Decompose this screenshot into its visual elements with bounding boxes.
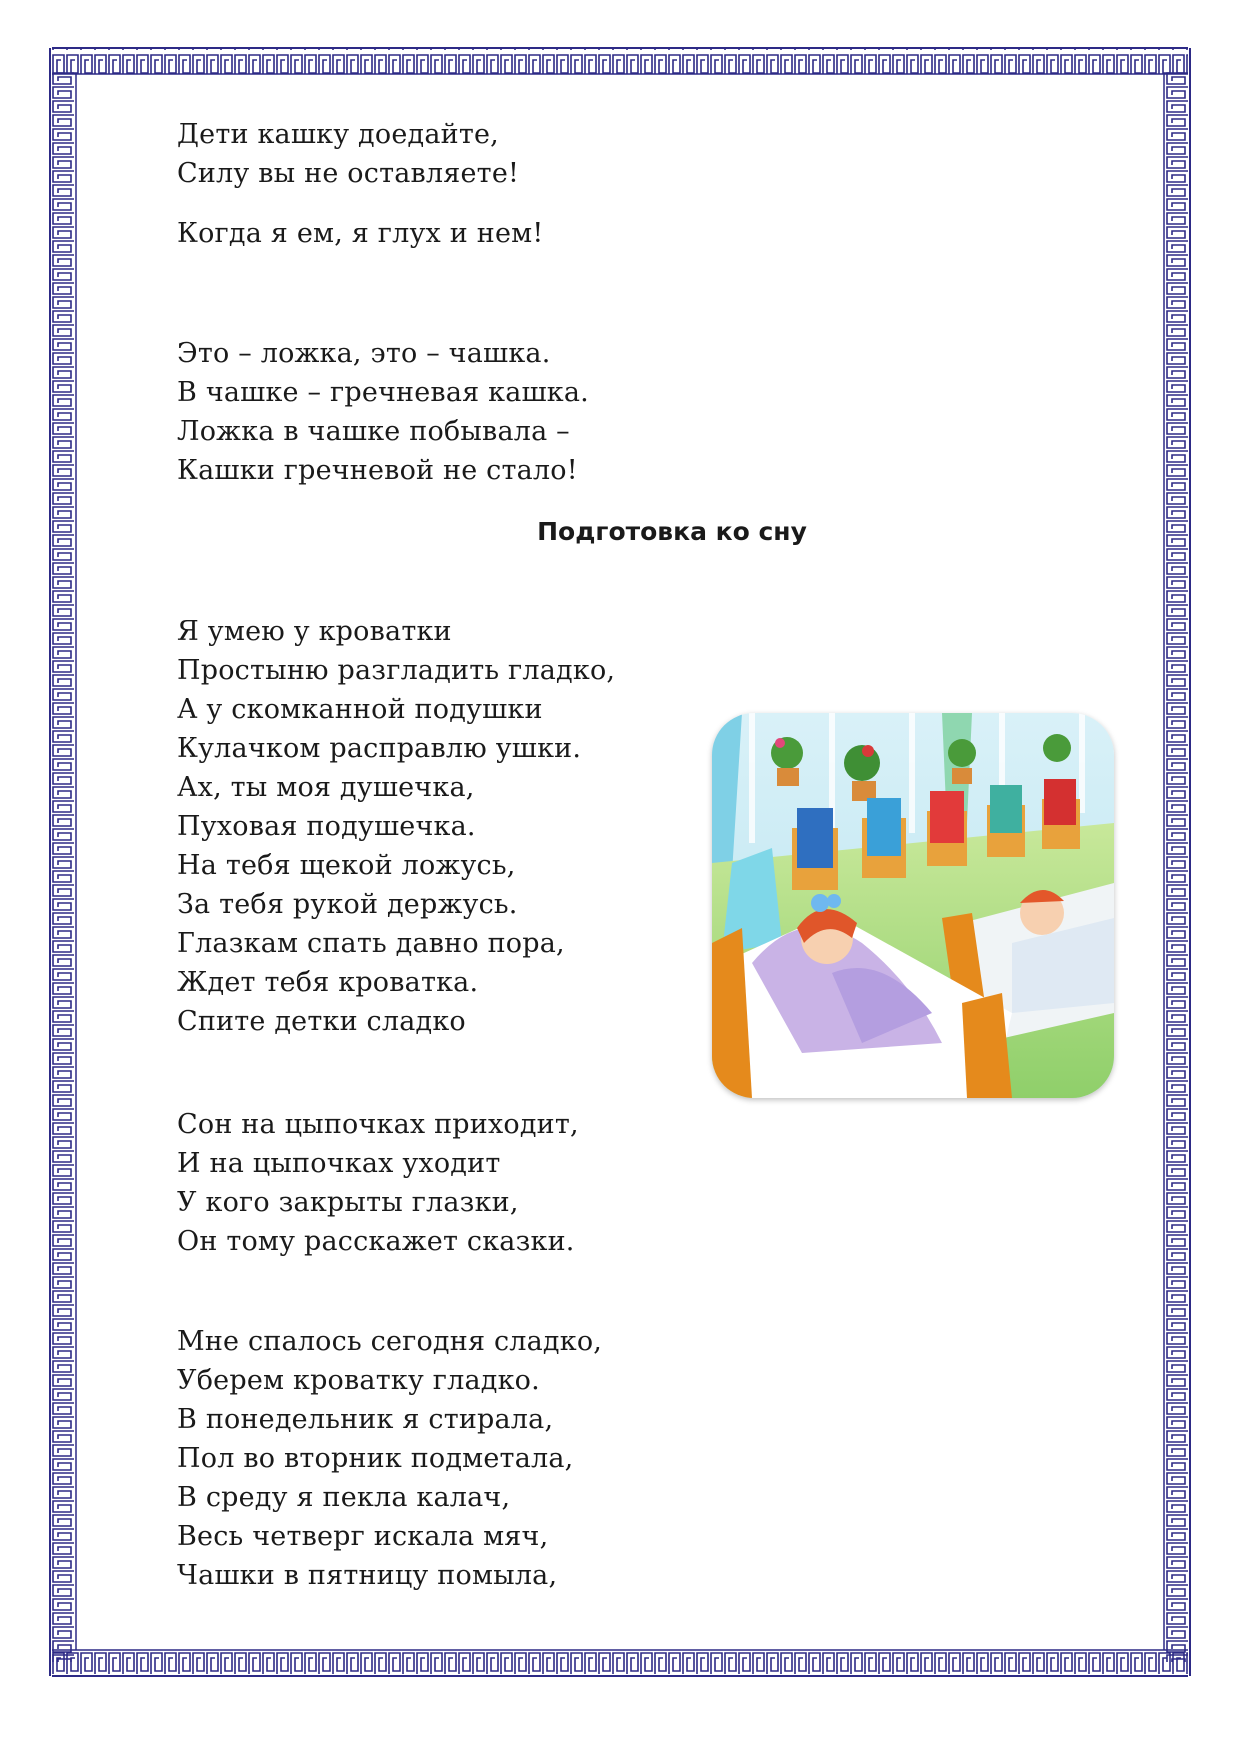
poem-line: Ждет тебя кроватка. — [177, 967, 479, 998]
poem-line: Пол во вторник подметала, — [177, 1443, 574, 1474]
poem-line: Это – ложка, это – чашка. — [177, 338, 551, 369]
poem-line: Глазкам спать давно пора, — [177, 928, 565, 959]
poem-line: На тебя щекой ложусь, — [177, 850, 516, 881]
stanza-5 — [177, 1105, 579, 1261]
poem-line: Пуховая подушечка. — [177, 811, 476, 842]
sleeping-children-illustration-icon — [712, 713, 1114, 1098]
stanza-3 — [177, 334, 589, 490]
poem-line: В чашке – гречневая кашка. — [177, 377, 589, 408]
poem-line: Я умею у кроватки — [177, 616, 452, 647]
poem-line: Кашки гречневой не стало! — [177, 455, 578, 486]
poem-line: Спите детки сладко — [177, 1006, 466, 1037]
poem-line: Ложка в чашке побывала – — [177, 416, 570, 447]
poem-line: В понедельник я стирала, — [177, 1404, 554, 1435]
poem-line: Когда я ем, я глух и нем! — [177, 218, 544, 249]
poem-line: Дети кашку доедайте, — [177, 119, 499, 150]
stanza-4 — [177, 612, 615, 1041]
stanza-2 — [177, 214, 543, 253]
poem-line: Уберем кроватку гладко. — [177, 1365, 540, 1396]
poem-line: А у скомканной подушки — [177, 694, 543, 725]
poem-line: Мне спалось сегодня сладко, — [177, 1326, 603, 1357]
poem-line: Сон на цыпочках приходит, — [177, 1109, 579, 1140]
stanza-6 — [177, 1322, 602, 1595]
poem-line: Весь четверг искала мяч, — [177, 1521, 549, 1552]
poem-line: Кулачком расправлю ушки. — [177, 733, 582, 764]
poem-line: Он тому расскажет сказки. — [177, 1226, 575, 1257]
poem-line: За тебя рукой держусь. — [177, 889, 518, 920]
poem-line: Простыню разгладить гладко, — [177, 655, 616, 686]
poem-line: И на цыпочках уходит — [177, 1148, 501, 1179]
poem-line: Чашки в пятницу помыла, — [177, 1560, 558, 1591]
stanza-1 — [177, 115, 519, 193]
poem-line: Ах, ты моя душечка, — [177, 772, 475, 803]
poem-line: В среду я пекла калач, — [177, 1482, 511, 1513]
poem-line: Силу вы не оставляете! — [177, 158, 520, 189]
poem-line: У кого закрыты глазки, — [177, 1187, 519, 1218]
section-heading: Подготовка ко сну — [537, 517, 807, 546]
